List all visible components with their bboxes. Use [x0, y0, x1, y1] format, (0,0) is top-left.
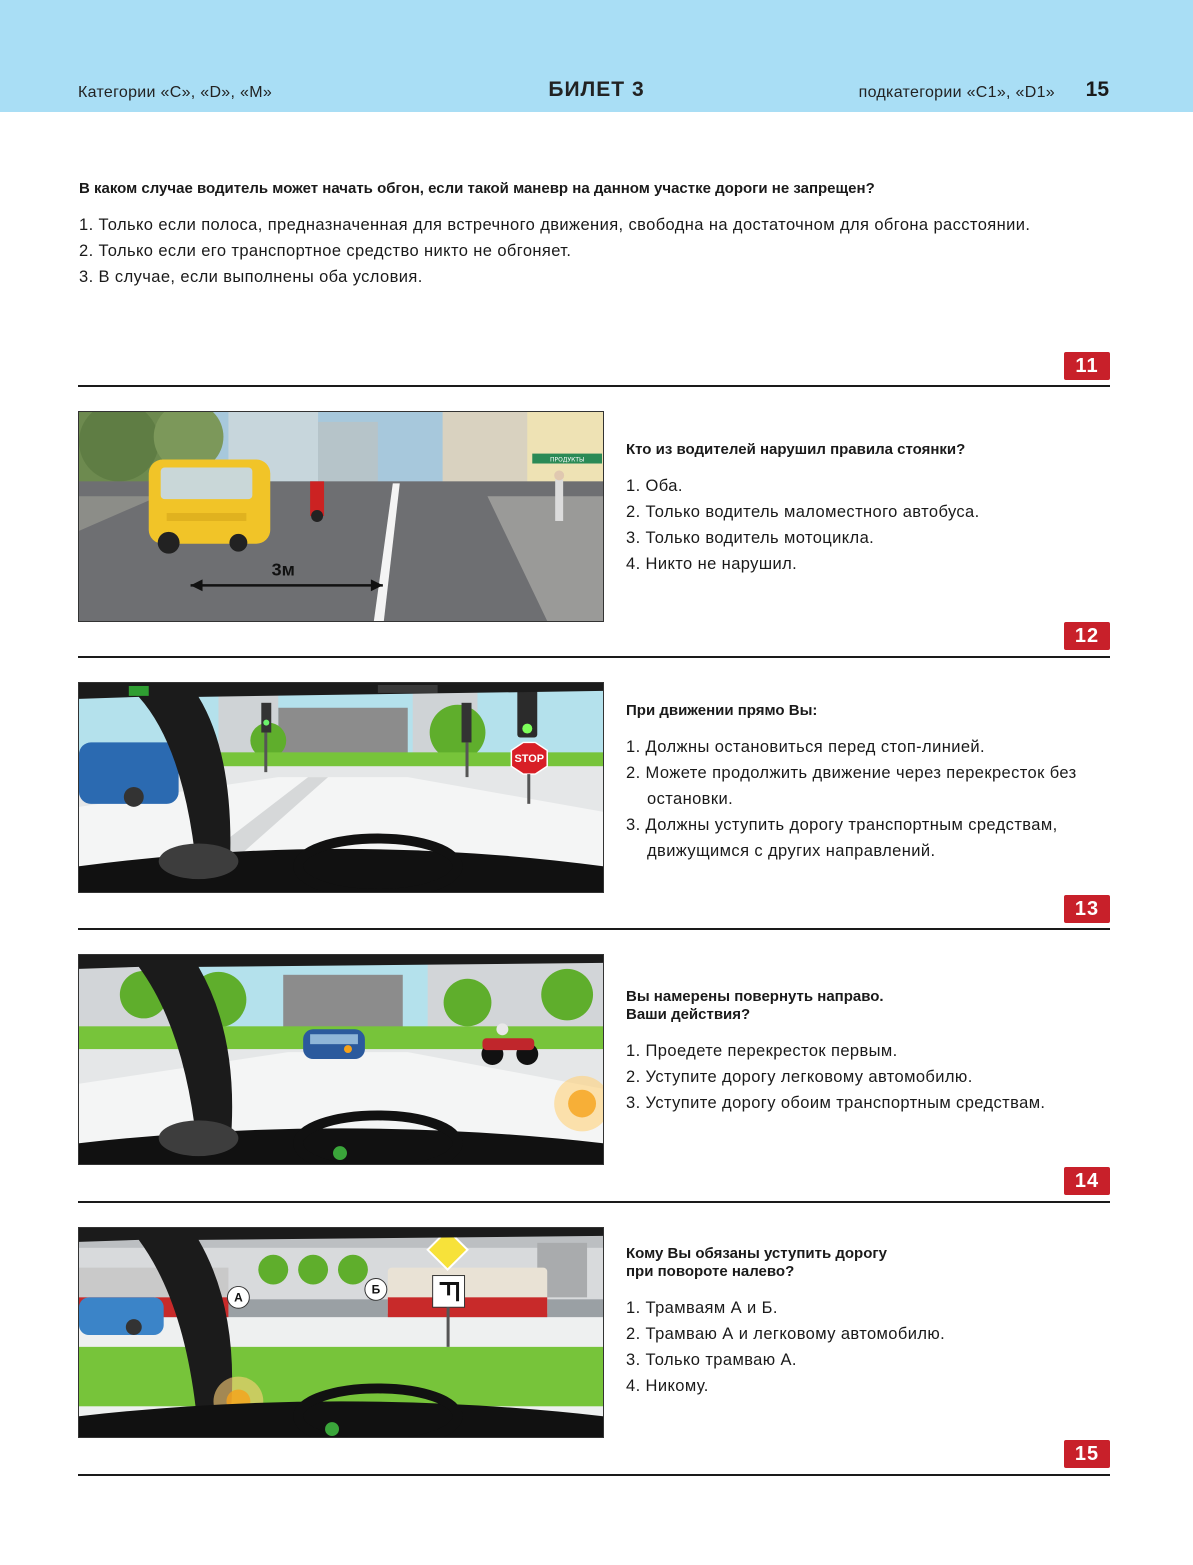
question-12	[626, 702, 1116, 864]
answer-list	[626, 734, 1116, 864]
question-number-badge: 15	[1064, 1440, 1110, 1468]
answer-item[interactable]: 1. Должны остановиться перед стоп-линией.	[626, 738, 986, 756]
answer-item[interactable]: 2. Можете продолжить движение через перекресток без остановки.	[626, 764, 1077, 808]
answer-item[interactable]: 1. Оба.	[626, 477, 683, 495]
answer-item[interactable]: 2. Только если его транспортное средство никто не обгоняет.	[79, 242, 572, 260]
answer-item[interactable]: 4. Никому.	[626, 1377, 709, 1395]
answer-item[interactable]: 2. Только водитель маломестного автобуса.	[626, 503, 980, 521]
page-number: 15	[1085, 78, 1109, 101]
left-turn-tram-scene-image	[78, 1227, 604, 1438]
question-number-badge: 13	[1064, 895, 1110, 923]
question-title	[626, 1245, 1116, 1281]
ticket-title: БИЛЕТ 3	[548, 78, 645, 101]
question-10	[79, 180, 1119, 290]
question-title: Кто из водителей нарушил правила стоянки?	[626, 441, 966, 458]
right-turn-scene-image	[78, 954, 604, 1165]
answer-item[interactable]: 3. Только трамваю А.	[626, 1351, 797, 1369]
answer-item[interactable]: 4. Никто не нарушил.	[626, 555, 798, 573]
question-14	[626, 1245, 1116, 1399]
question-13	[626, 988, 1116, 1116]
divider	[78, 385, 1110, 387]
answer-item[interactable]: 1. Трамваям А и Б.	[626, 1299, 778, 1317]
distance-label: 3м	[271, 559, 295, 580]
stop-sign-text: STOP	[514, 753, 545, 766]
answer-list	[79, 212, 1119, 290]
answer-item[interactable]: 3. Должны уступить дорогу транспортным средствам, движущимся с других направлений.	[626, 816, 1058, 860]
question-title-line: Ваши действия?	[626, 1006, 751, 1023]
question-title-line: Вы намерены повернуть направо.	[626, 988, 884, 1005]
answer-item[interactable]: 1. Проедете перекресток первым.	[626, 1042, 898, 1060]
subcategories-label: подкатегории «C1», «D1»	[858, 84, 1055, 101]
question-title-line: Кому Вы обязаны уступить дорогу	[626, 1245, 887, 1262]
question-number-badge: 14	[1064, 1167, 1110, 1195]
divider	[78, 656, 1110, 658]
question-title: В каком случае водитель может начать обгон, если такой маневр на данном участке дороги не запрещен?	[79, 180, 875, 197]
question-number-badge: 12	[1064, 622, 1110, 650]
divider	[78, 1474, 1110, 1476]
divider	[78, 928, 1110, 930]
shop-sign-text: ПРОДУКТЫ	[550, 456, 585, 464]
answer-item[interactable]: 1. Только если полоса, предназначенная для встречного движения, свободна на достаточном для обгона расстоянии.	[79, 216, 1031, 234]
question-11	[626, 441, 1116, 577]
answer-item[interactable]: 2. Уступите дорогу легковому автомобилю.	[626, 1068, 973, 1086]
intersection-stop-scene-image	[78, 682, 604, 893]
tram-a-label: А	[234, 1290, 243, 1305]
question-title	[626, 988, 1116, 1024]
answer-list	[626, 1038, 1116, 1116]
question-number-badge: 11	[1064, 352, 1110, 380]
tram-b-label: Б	[371, 1282, 381, 1297]
question-title: При движении прямо Вы:	[626, 702, 818, 719]
divider	[78, 1201, 1110, 1203]
answer-item[interactable]: 3. Уступите дорогу обоим транспортным средствам.	[626, 1094, 1046, 1112]
page-header	[0, 0, 1193, 112]
answer-list	[626, 1295, 1116, 1399]
question-title-line: при повороте налево?	[626, 1263, 795, 1280]
answer-item[interactable]: 3. В случае, если выполнены оба условия.	[79, 268, 423, 286]
parking-scene-image	[78, 411, 604, 622]
answer-item[interactable]: 3. Только водитель мотоцикла.	[626, 529, 875, 547]
categories-label: Категории «C», «D», «M»	[78, 84, 273, 101]
answer-list	[626, 473, 1116, 577]
answer-item[interactable]: 2. Трамваю А и легковому автомобилю.	[626, 1325, 946, 1343]
